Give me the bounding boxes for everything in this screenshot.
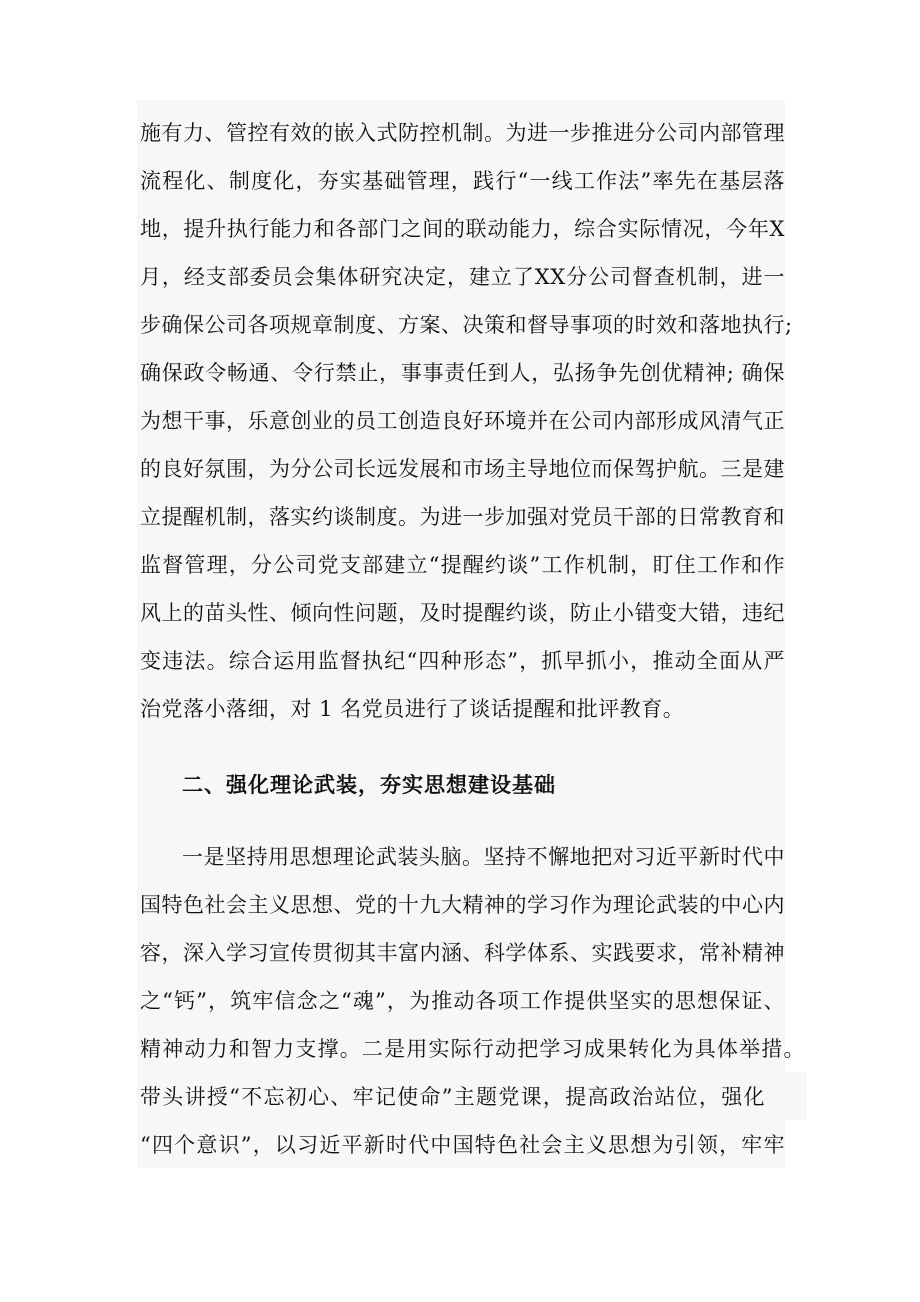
paragraph-1-line: 为想干事，乐意创业的员工创造良好环境并在公司内部形成风清气正	[140, 409, 785, 433]
section-heading: 二、强化理论武装，夯实思想建设基础	[182, 772, 556, 797]
paragraph-2-line: 精神动力和智力支撑。二是用实际行动把学习成果转化为具体举措。	[140, 1037, 805, 1061]
paragraph-1-line: 治党落小落细，对 1 名党员进行了谈话提醒和批评教育。	[140, 697, 685, 721]
paragraph-2-line: “四个意识”，以习近平新时代中国特色社会主义思想为引领，牢牢	[140, 1133, 785, 1157]
text-highlight-background-extension	[785, 1072, 807, 1120]
paragraph-1-line: 立提醒机制，落实约谈制度。为进一步加强对党员干部的日常教育和	[140, 505, 785, 529]
paragraph-1-line: 监督管理，分公司党支部建立“提醒约谈”工作机制，盯住工作和作	[140, 553, 785, 577]
paragraph-1-line: 确保政令畅通、令行禁止，事事责任到人，弘扬争先创优精神; 确保	[140, 361, 785, 385]
paragraph-2-line: 一是坚持用思想理论武装头脑。坚持不懈地把对习近平新时代中	[182, 845, 785, 869]
paragraph-1-line: 月，经支部委员会集体研究决定，建立了XX分公司督查机制，进一	[140, 265, 785, 289]
paragraph-2-line: 带头讲授“不忘初心、牢记使命”主题党课，提高政治站位，强化	[140, 1085, 765, 1109]
paragraph-1-line: 地，提升执行能力和各部门之间的联动能力，综合实际情况，今年X	[140, 217, 785, 241]
paragraph-2-line: 容，深入学习宣传贯彻其丰富内涵、科学体系、实践要求，常补精神	[140, 941, 785, 965]
paragraph-1-line: 施有力、管控有效的嵌入式防控机制。为进一步推进分公司内部管理	[140, 121, 785, 145]
paragraph-2-line: 国特色社会主义思想、党的十九大精神的学习作为理论武装的中心内	[140, 893, 785, 917]
paragraph-1-line: 风上的苗头性、倾向性问题，及时提醒约谈，防止小错变大错，违纪	[140, 601, 785, 625]
paragraph-1-line: 的良好氛围，为分公司长远发展和市场主导地位而保驾护航。三是建	[140, 457, 785, 481]
paragraph-1-line: 流程化、制度化，夯实基础管理，践行“一线工作法”率先在基层落	[140, 169, 785, 193]
paragraph-1-line: 步确保公司各项规章制度、方案、决策和督导事项的时效和落地执行;	[140, 313, 793, 337]
paragraph-2-line: 之“钙”，筑牢信念之“魂”，为推动各项工作提供坚实的思想保证、	[140, 989, 785, 1013]
paragraph-1-line: 变违法。综合运用监督执纪“四种形态”，抓早抓小，推动全面从严	[140, 649, 785, 673]
